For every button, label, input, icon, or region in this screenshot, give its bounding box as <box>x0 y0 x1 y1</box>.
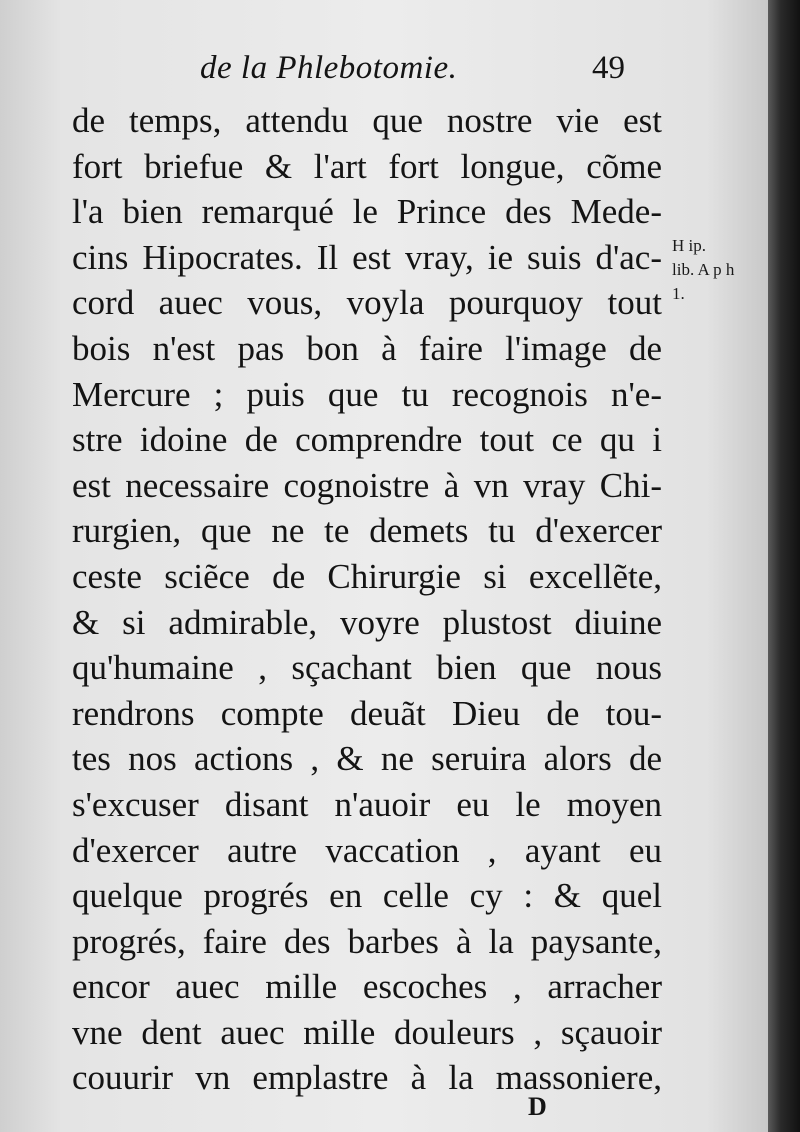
text-line: de temps, attendu que nostre vie est <box>72 101 662 140</box>
text-line: quelque progrés en celle cy : & quel <box>72 876 662 916</box>
text-line: rurgien, que ne te demets tu d'exercer <box>72 511 662 551</box>
text-line: d'exercer autre vaccation , ayant eu <box>72 830 662 870</box>
text-line: encor auec mille escoches , arracher <box>72 967 662 1007</box>
text-line: l'a bien remarqué le Prince des Mede- <box>72 192 662 232</box>
text-line: & si admirable, voyre plustost diuine <box>72 602 662 642</box>
page-number: 49 <box>592 50 625 86</box>
margin-note <box>672 234 734 306</box>
text-line: ceste sciẽce de Chirurgie si excellẽte, <box>72 556 662 596</box>
text-line: progrés, faire des barbes à la paysante, <box>72 921 662 961</box>
margin-note-line: 1. <box>672 284 685 303</box>
text-line: cins Hipocrates. Il est vray, ie suis d'ac- <box>72 237 662 277</box>
body-text <box>72 98 662 1101</box>
text-line: couurir vn emplastre à la massoniere, <box>72 1058 662 1098</box>
signature-mark: D <box>528 1092 547 1121</box>
text-line: bois n'est pas bon à faire l'image de <box>72 328 662 368</box>
running-title: de la Phlebotomie. <box>200 50 458 86</box>
text-line: est necessaire cognoistre à vn vray Chi- <box>72 465 662 505</box>
page-header <box>0 44 768 94</box>
book-gutter <box>768 0 800 1132</box>
margin-note-line: lib. A p h <box>672 260 735 279</box>
text-line: vne dent auec mille douleurs , sçauoir <box>72 1012 662 1052</box>
text-line: fort briefue & l'art fort longue, cõme <box>72 146 662 186</box>
text-line: rendrons compte deuãt Dieu de tou- <box>72 693 662 733</box>
text-line: cord auec vous, voyla pourquoy tout <box>72 283 662 323</box>
text-line: Mercure ; puis que tu recognois n'e- <box>72 374 662 414</box>
text-line: tes nos actions , & ne seruira alors de <box>72 739 662 779</box>
text-line: s'excuser disant n'auoir eu le moyen <box>72 784 662 824</box>
margin-note-line: H ip. <box>672 236 706 255</box>
text-line: qu'humaine , sçachant bien que nous <box>72 648 662 688</box>
text-line: stre idoine de comprendre tout ce qu i <box>72 420 662 460</box>
